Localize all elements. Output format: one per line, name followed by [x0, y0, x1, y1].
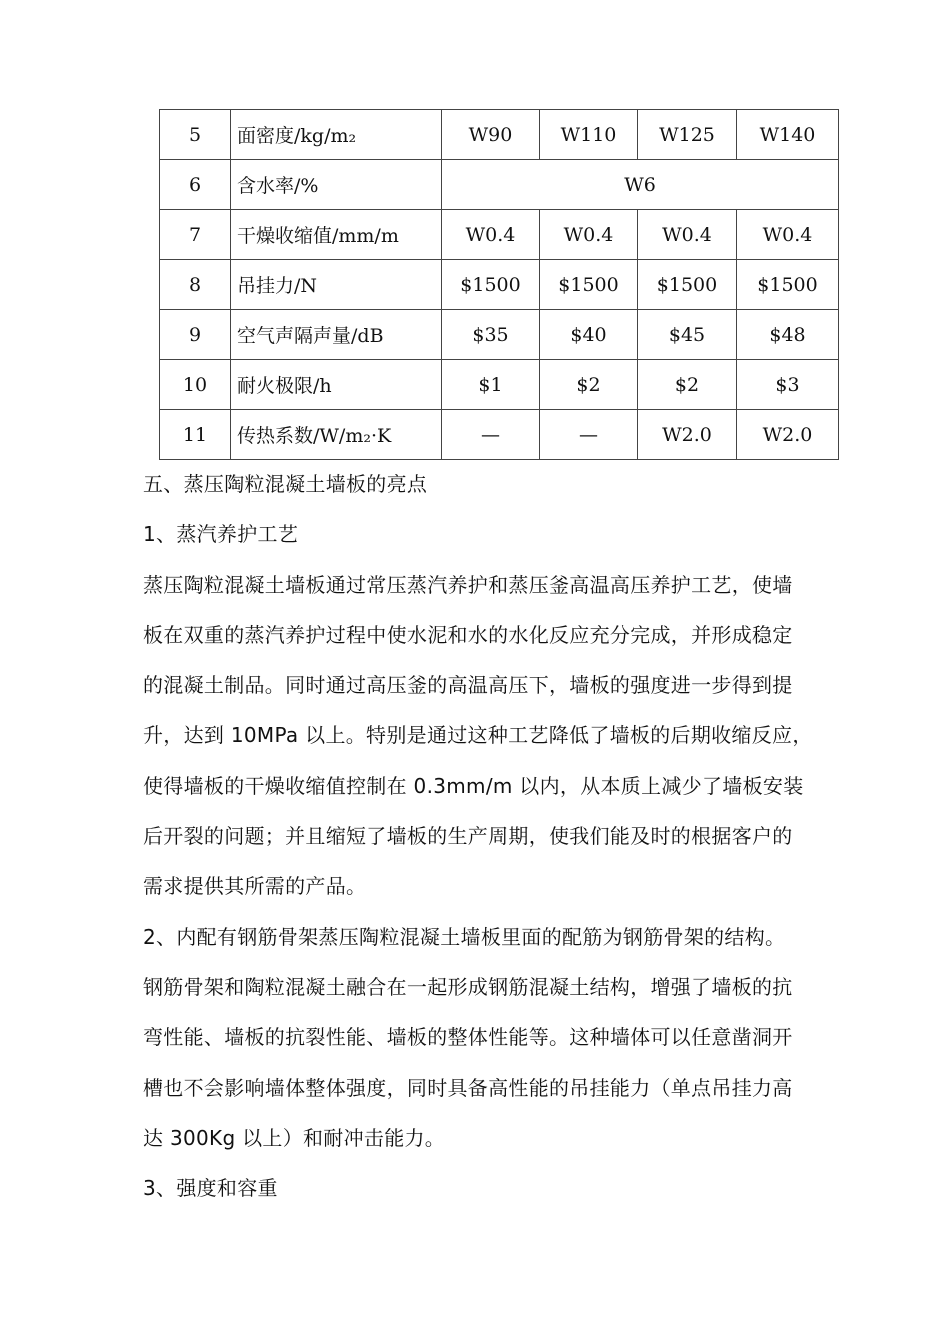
table-row [160, 110, 839, 160]
item-name: 含水率/% [231, 160, 442, 210]
item-name: 耐火极限/h [231, 360, 442, 410]
value-cell: W140 [737, 110, 839, 160]
paragraph-line: 使得墙板的干燥收缩值控制在 0.3mm/m 以内，从本质上减少了墙板安装 [143, 773, 804, 798]
subheading: 1、蒸汽养护工艺 [143, 522, 299, 547]
paragraph-line: 后开裂的问题；并且缩短了墙板的生产周期，使我们能及时的根据客户的 [143, 824, 793, 849]
value-cell: $35 [442, 310, 540, 360]
paragraph-line: 达 300Kg 以上）和耐冲击能力。 [143, 1125, 446, 1150]
value-cell: W110 [540, 110, 638, 160]
value-cell: $1500 [540, 260, 638, 310]
table-row [160, 160, 839, 210]
value-cell: W0.4 [737, 210, 839, 260]
paragraph-line: 槽也不会影响墙体整体强度，同时具备高性能的吊挂能力（单点吊挂力高 [143, 1075, 793, 1100]
paragraph-line: 钢筋骨架和陶粒混凝土融合在一起形成钢筋混凝土结构，增强了墙板的抗 [143, 974, 793, 999]
table-row [160, 410, 839, 460]
paragraph-line: 弯性能、墙板的抗裂性能、墙板的整体性能等。这种墙体可以任意凿洞开 [143, 1025, 793, 1050]
value-cell: W90 [442, 110, 540, 160]
row-number: 10 [160, 360, 231, 410]
paragraph-line: 板在双重的蒸汽养护过程中使水泥和水的水化反应充分完成，并形成稳定 [143, 622, 793, 647]
value-cell: $1500 [737, 260, 839, 310]
value-cell: $2 [540, 360, 638, 410]
value-cell: $3 [737, 360, 839, 410]
table-row [160, 360, 839, 410]
value-cell: $2 [638, 360, 737, 410]
table-row [160, 310, 839, 360]
paragraph-line: 蒸压陶粒混凝土墙板通过常压蒸汽养护和蒸压釜高温高压养护工艺，使墙 [143, 572, 793, 597]
paragraph-line: 需求提供其所需的产品。 [143, 874, 367, 899]
paragraph-line: 2、内配有钢筋骨架蒸压陶粒混凝土墙板里面的配筋为钢筋骨架的结构。 [143, 924, 786, 949]
value-cell: W0.4 [638, 210, 737, 260]
row-number: 9 [160, 310, 231, 360]
value-cell: $1500 [442, 260, 540, 310]
body-text [143, 459, 858, 1213]
row-number: 11 [160, 410, 231, 460]
value-cell: W125 [638, 110, 737, 160]
value-cell: — [442, 410, 540, 460]
value-cell: $1 [442, 360, 540, 410]
table-row [160, 210, 839, 260]
item-name: 干燥收缩值/mm/m [231, 210, 442, 260]
value-cell: — [540, 410, 638, 460]
value-cell: $48 [737, 310, 839, 360]
value-cell: W2.0 [737, 410, 839, 460]
row-number: 8 [160, 260, 231, 310]
paragraph-line: 的混凝土制品。同时通过高压釜的高温高压下，墙板的强度进一步得到提 [143, 673, 793, 698]
value-cell: $45 [638, 310, 737, 360]
value-cell: $1500 [638, 260, 737, 310]
row-number: 7 [160, 210, 231, 260]
spec-table [159, 109, 839, 460]
table-row [160, 260, 839, 310]
item-name: 面密度/kg/m₂ [231, 110, 442, 160]
row-number: 6 [160, 160, 231, 210]
value-cell: W2.0 [638, 410, 737, 460]
value-cell: $40 [540, 310, 638, 360]
value-cell-merged: W6 [442, 160, 839, 210]
item-name: 吊挂力/N [231, 260, 442, 310]
value-cell: W0.4 [540, 210, 638, 260]
value-cell: W0.4 [442, 210, 540, 260]
row-number: 5 [160, 110, 231, 160]
item-name: 空气声隔声量/dB [231, 310, 442, 360]
subheading: 3、强度和容重 [143, 1176, 278, 1201]
paragraph-line: 升，达到 10MPa 以上。特别是通过这种工艺降低了墙板的后期收缩反应， [143, 723, 813, 748]
section-heading: 五、蒸压陶粒混凝土墙板的亮点 [143, 472, 428, 496]
item-name: 传热系数/W/m₂·K [231, 410, 442, 460]
